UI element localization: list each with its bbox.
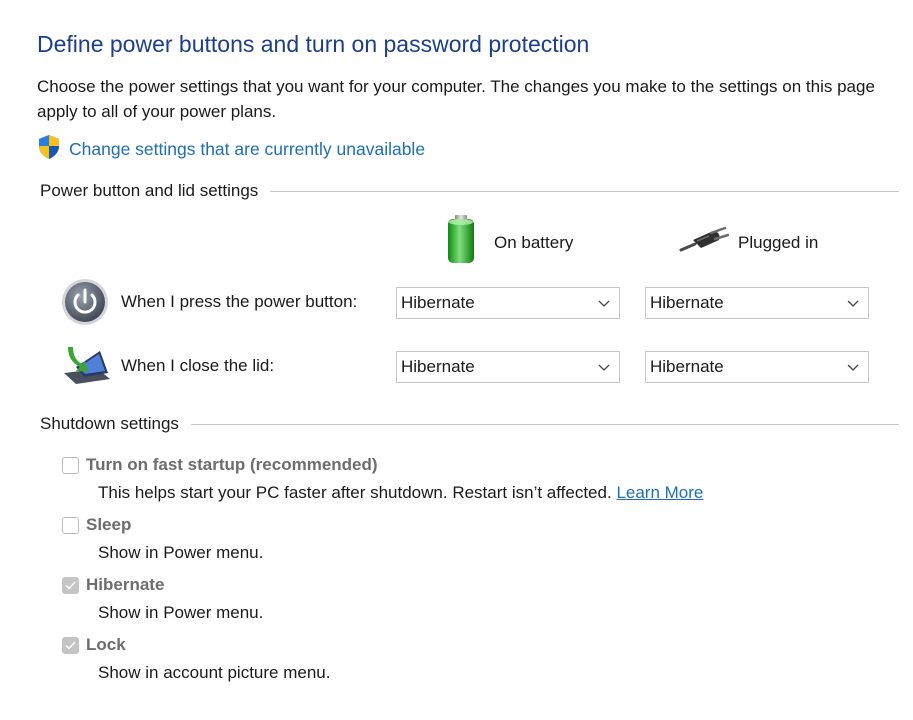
hibernate-label: Hibernate [86,575,165,594]
uac-shield-icon [37,134,61,165]
sleep-label: Sleep [86,515,132,534]
sleep-checkbox[interactable] [62,517,79,534]
plugged-in-label: Plugged in [738,232,819,252]
plug-icon [679,226,729,259]
chevron-down-icon [847,357,859,377]
close-lid-row-label: When I close the lid: [121,356,275,375]
selected-value: Hibernate [401,293,475,312]
fast-startup-label: Turn on fast startup (recommended) [86,455,378,474]
page-description: Choose the power settings that you want for your computer. The changes you make to the settings on this page apply to all of your power plans. [37,77,875,121]
lock-label: Lock [86,635,126,654]
fast-startup-description [98,483,703,503]
chevron-down-icon [847,293,859,313]
checkmark-icon [65,581,76,590]
shutdown-section-title: Shutdown settings [40,414,179,433]
lock-checkbox[interactable] [62,637,79,654]
power-button-on-battery-select[interactable] [396,287,620,319]
hibernate-description: Show in Power menu. [98,603,264,622]
hibernate-option[interactable] [62,575,164,595]
chevron-down-icon [598,293,610,313]
power-button-plugged-in-select[interactable] [645,287,869,319]
change-settings-link[interactable] [37,134,425,165]
fast-startup-description-text: This helps start your PC faster after shutdown. Restart isn’t affected. [98,483,612,502]
section-divider [270,191,899,192]
hibernate-checkbox[interactable] [62,577,79,594]
lock-option[interactable] [62,635,126,655]
checkmark-icon [65,641,76,650]
shutdown-section-header [40,414,899,434]
selected-value: Hibernate [401,357,475,376]
on-battery-label: On battery [494,232,574,252]
chevron-down-icon [598,357,610,377]
column-header-plugged-in [679,226,818,259]
power-lid-section-header [40,181,899,201]
power-lid-section-title: Power button and lid settings [40,181,259,200]
power-button-row-label: When I press the power button: [121,292,358,311]
learn-more-link[interactable]: Learn More [616,483,704,502]
column-header-on-battery [444,215,573,270]
sleep-option[interactable] [62,515,131,535]
fast-startup-checkbox[interactable] [62,457,79,474]
selected-value: Hibernate [650,357,724,376]
fast-startup-option[interactable] [62,455,378,475]
power-button-icon [61,278,109,331]
close-lid-plugged-in-select[interactable] [645,351,869,383]
sleep-description: Show in Power menu. [98,543,264,562]
page-title: Define power buttons and turn on password protection [37,31,590,57]
change-settings-link-text: Change settings that are currently unavailable [69,139,426,159]
laptop-lid-icon [58,343,112,392]
selected-value: Hibernate [650,293,724,312]
section-divider [191,424,899,425]
close-lid-on-battery-select[interactable] [396,351,620,383]
battery-icon [444,215,478,270]
lock-description: Show in account picture menu. [98,663,331,682]
